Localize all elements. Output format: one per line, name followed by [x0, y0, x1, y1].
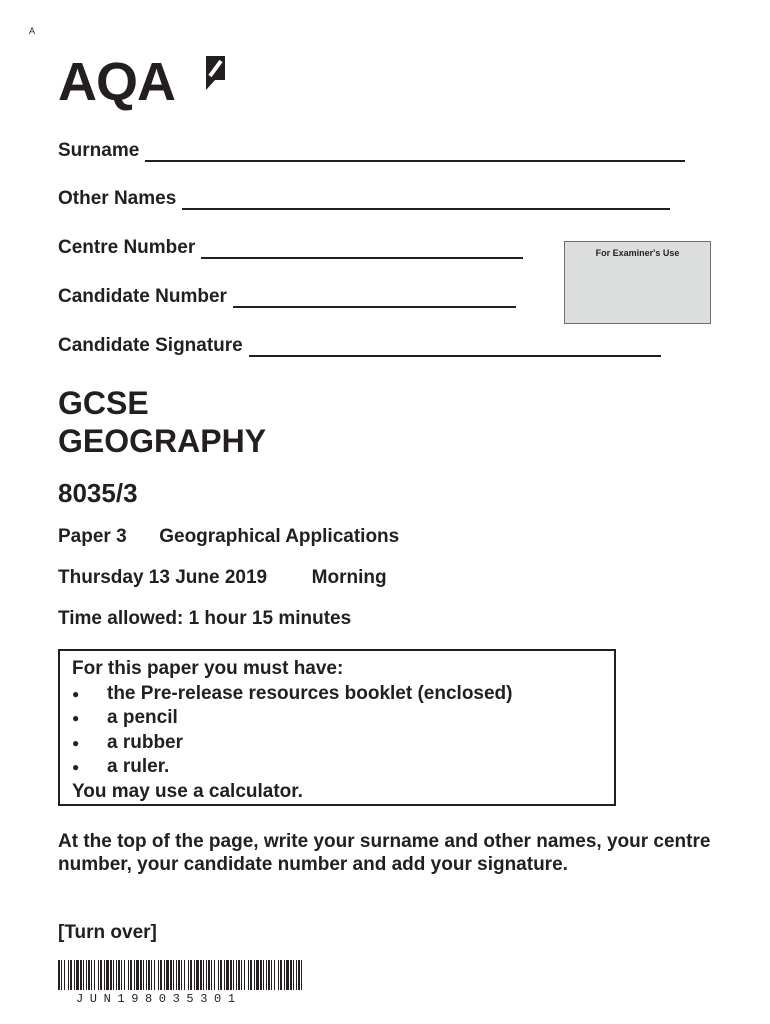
qualification-title — [58, 384, 266, 460]
list-item: ● a rubber — [72, 731, 602, 756]
paper-title: Geographical Applications — [159, 526, 400, 547]
candidate-number-label: Candidate Number — [58, 286, 227, 307]
exam-session: Morning — [311, 567, 387, 588]
list-item: ● a pencil — [72, 706, 602, 731]
surname-line[interactable] — [145, 146, 685, 162]
page-corner-mark: A — [29, 26, 36, 36]
requirements-box — [58, 649, 616, 806]
examiner-use-label: For Examiner's Use — [595, 248, 680, 258]
surname-field[interactable] — [58, 140, 685, 162]
surname-label: Surname — [58, 140, 140, 161]
candidate-signature-field[interactable] — [58, 335, 661, 357]
centre-number-field[interactable] — [58, 237, 523, 259]
aqa-logo — [58, 54, 226, 110]
aqa-logo-text: AQA — [58, 52, 175, 112]
date-line — [58, 567, 387, 589]
candidate-number-field[interactable] — [58, 286, 516, 308]
centre-number-line[interactable] — [201, 243, 523, 259]
requirements-list — [72, 682, 602, 780]
barcode-digits: JUN198035301 — [76, 992, 242, 1006]
other-names-line[interactable] — [182, 194, 670, 210]
other-names-field[interactable] — [58, 188, 670, 210]
turn-over-label[interactable]: [Turn over] — [58, 922, 157, 943]
list-item: ● a ruler. — [72, 755, 602, 780]
paper-line — [58, 526, 399, 548]
subject: GEOGRAPHY — [58, 423, 267, 459]
examiner-use-box — [564, 241, 711, 324]
list-item: ● the Pre-release resources booklet (enclosed) — [72, 682, 602, 707]
other-names-label: Other Names — [58, 188, 177, 209]
barcode — [58, 960, 304, 990]
requirements-heading: For this paper you must have: — [72, 658, 344, 679]
paper-code: 8035/3 — [58, 478, 138, 508]
aqa-leaf-icon — [204, 54, 226, 92]
exam-date: Thursday 13 June 2019 — [58, 567, 268, 588]
qualification: GCSE — [58, 385, 149, 421]
candidate-signature-label: Candidate Signature — [58, 335, 243, 356]
candidate-signature-line[interactable] — [249, 341, 661, 357]
time-allowed: Time allowed: 1 hour 15 minutes — [58, 608, 352, 629]
centre-number-label: Centre Number — [58, 237, 196, 258]
paper-number: Paper 3 — [58, 526, 127, 547]
instructions-text: At the top of the page, write your surname and other names, your centre number, your candidate number and add your signature. — [58, 831, 711, 875]
candidate-number-line[interactable] — [233, 292, 516, 308]
requirements-footer: You may use a calculator. — [72, 780, 303, 802]
